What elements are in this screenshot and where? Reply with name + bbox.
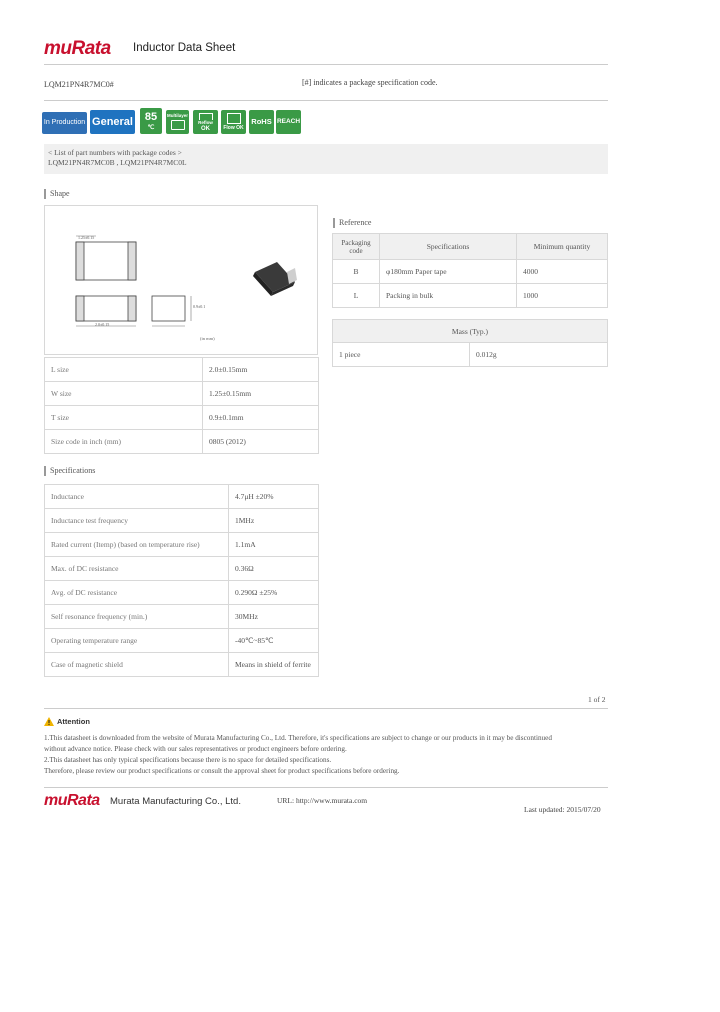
shape-label: Size code in inch (mm) [45, 430, 203, 454]
shape-value: 1.25±0.15mm [203, 382, 319, 406]
part-list-title: < List of part numbers with package codes > [48, 148, 182, 157]
page-indicator: 1 of 2 [588, 695, 606, 704]
reflow-label: Reflow [198, 120, 213, 125]
shape-section-title: Shape [44, 189, 70, 199]
attention-line: without advance notice. Please check with our sales representatives or product engineers before ordering. [44, 745, 347, 753]
footer-last-updated: Last updated: 2015/07/20 [524, 805, 601, 814]
reference-header: Specifications [380, 234, 517, 260]
package-code-note: [#] indicates a package specification code. [302, 78, 438, 87]
attention-line: 1.This datasheet is downloaded from the website of Murata Manufacturing Co., Ltd. Therefore, it's specifications are subject to change or our products in it may be discontinued [44, 734, 552, 742]
spec-value: 0.290Ω ±25% [229, 581, 319, 605]
spec-label: Case of magnetic shield [45, 653, 229, 677]
spec-label: Rated current (Itemp) (based on temperature rise) [45, 533, 229, 557]
mass-table [332, 319, 608, 367]
multilayer-label: Multilayer [166, 113, 188, 118]
flow-label: Flow OK [223, 125, 244, 131]
dimension-side: 0.9±0.1 [193, 304, 206, 309]
attention-line: 2.This datasheet has only typical specifications because there is no space for detailed specifications. [44, 756, 332, 764]
spec-label: Inductance test frequency [45, 509, 229, 533]
dimension-top: 1.25±0.15 [78, 235, 95, 240]
shape-dimension-table [44, 357, 319, 454]
reflow-ok: OK [201, 126, 210, 132]
spec-value: 4.7μH ±20% [229, 485, 319, 509]
reference-header: Packaging code [333, 234, 380, 260]
shape-drawing [45, 206, 317, 354]
rohs-badge: RoHS [249, 110, 274, 134]
shape-label: T size [45, 406, 203, 430]
multilayer-icon [171, 120, 185, 130]
unit-label: (in mm) [200, 336, 215, 341]
reference-spec: Packing in bulk [380, 284, 517, 308]
footer-company: Murata Manufacturing Co., Ltd. [110, 796, 241, 807]
spec-value: 0.36Ω [229, 557, 319, 581]
spec-value: 30MHz [229, 605, 319, 629]
spec-value: 1.1mA [229, 533, 319, 557]
part-number: LQM21PN4R7MC0# [44, 80, 114, 89]
shape-label: L size [45, 358, 203, 382]
dimension-bottom: 2.0±0.15 [95, 322, 110, 327]
part-number-list [44, 144, 608, 174]
attention-text [44, 733, 614, 777]
shape-drawing-box [44, 205, 318, 355]
reflow-badge [193, 110, 218, 134]
mass-header: Mass (Typ.) [333, 320, 608, 343]
reference-spec: φ180mm Paper tape [380, 260, 517, 284]
spec-value: -40℃~85℃ [229, 629, 319, 653]
flow-icon [227, 113, 241, 124]
murata-logo: muRata [44, 38, 111, 59]
reference-header: Minimum quantity [517, 234, 608, 260]
shape-value: 2.0±0.15mm [203, 358, 319, 382]
general-badge: General [90, 110, 135, 134]
reference-section-title: Reference [333, 218, 371, 228]
reference-qty: 1000 [517, 284, 608, 308]
flow-badge [221, 110, 246, 134]
mass-label: 1 piece [333, 343, 470, 367]
attention-title: Attention [57, 717, 90, 726]
spec-value: 1MHz [229, 509, 319, 533]
spec-label: Inductance [45, 485, 229, 509]
shape-value: 0805 (2012) [203, 430, 319, 454]
shape-label: W size [45, 382, 203, 406]
footer-url: URL: http://www.murata.com [277, 796, 368, 805]
specifications-table [44, 484, 319, 677]
footer-murata-logo: muRata [44, 792, 100, 809]
attention-line: Therefore, please review our product specifications or consult the approval sheet for product specifications before ordering. [44, 767, 400, 775]
warning-icon [44, 717, 54, 726]
reflow-icon [199, 113, 213, 120]
spec-label: Max. of DC resistance [45, 557, 229, 581]
status-badge: In Production [42, 112, 87, 134]
reference-qty: 4000 [517, 260, 608, 284]
shape-value: 0.9±0.1mm [203, 406, 319, 430]
spec-label: Operating temperature range [45, 629, 229, 653]
reference-code: L [333, 284, 380, 308]
temperature-value: 85 [144, 111, 158, 123]
temperature-unit: ℃ [147, 125, 155, 131]
part-list-items: LQM21PN4R7MC0B , LQM21PN4R7MC0L [48, 158, 187, 167]
temperature-badge [140, 108, 162, 134]
multilayer-badge [166, 110, 189, 134]
reference-code: B [333, 260, 380, 284]
page-title: Inductor Data Sheet [133, 42, 236, 54]
specifications-section-title: Specifications [44, 466, 95, 476]
mass-value: 0.012g [470, 343, 608, 367]
reference-table [332, 233, 608, 308]
reach-badge: REACH [276, 110, 301, 134]
spec-label: Avg. of DC resistance [45, 581, 229, 605]
spec-value: Means in shield of ferrite [229, 653, 319, 677]
spec-label: Self resonance frequency (min.) [45, 605, 229, 629]
